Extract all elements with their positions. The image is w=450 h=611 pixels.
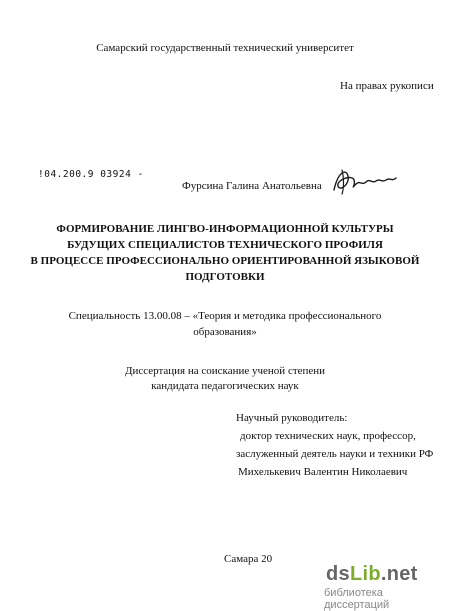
specialty-line-2: образования» — [193, 326, 257, 338]
specialty-line-1: Специальность 13.00.08 – «Теория и методика профессионального — [68, 310, 382, 322]
supervisor-line-3: Михелькевич Валентин Николаевич — [238, 466, 408, 478]
supervisor-line-1: доктор технических наук, профессор, — [240, 430, 416, 442]
signature-image — [330, 166, 400, 196]
supervisor-heading: Научный руководитель: — [236, 412, 348, 424]
city-year: Самара 20 — [224, 553, 273, 565]
registration-code: !04.200.9 03924 - — [38, 169, 144, 180]
manuscript-note: На правах рукописи — [340, 80, 434, 92]
dissertation-line-1: Диссертация на соискание ученой степени — [124, 365, 326, 377]
title-line-1: ФОРМИРОВАНИЕ ЛИНГВО-ИНФОРМАЦИОННОЙ КУЛЬТУРЫ — [56, 223, 394, 235]
watermark-logo-lib: Lib — [349, 563, 381, 585]
watermark-logo-net: .net — [380, 563, 418, 585]
watermark-logo-ds: ds — [326, 563, 350, 585]
title-line-3: В ПРОЦЕССЕ ПРОФЕССИОНАЛЬНО ОРИЕНТИРОВАННОЙ ЯЗЫКОВОЙ — [30, 255, 420, 267]
author-name: Фурсина Галина Анатольевна — [182, 180, 322, 192]
supervisor-line-2: заслуженный деятель науки и техники РФ — [236, 448, 434, 460]
dissertation-line-2: кандидата педагогических наук — [151, 380, 299, 392]
title-line-4: ПОДГОТОВКИ — [185, 271, 265, 283]
watermark-subtitle: библиотека диссертаций — [324, 587, 390, 611]
watermark-logo — [326, 563, 418, 586]
university-name: Самарский государственный технический университет — [96, 42, 354, 54]
title-line-2: БУДУЩИХ СПЕЦИАЛИСТОВ ТЕХНИЧЕСКОГО ПРОФИЛЯ — [67, 239, 383, 251]
dslib-watermark[interactable] — [318, 563, 450, 611]
